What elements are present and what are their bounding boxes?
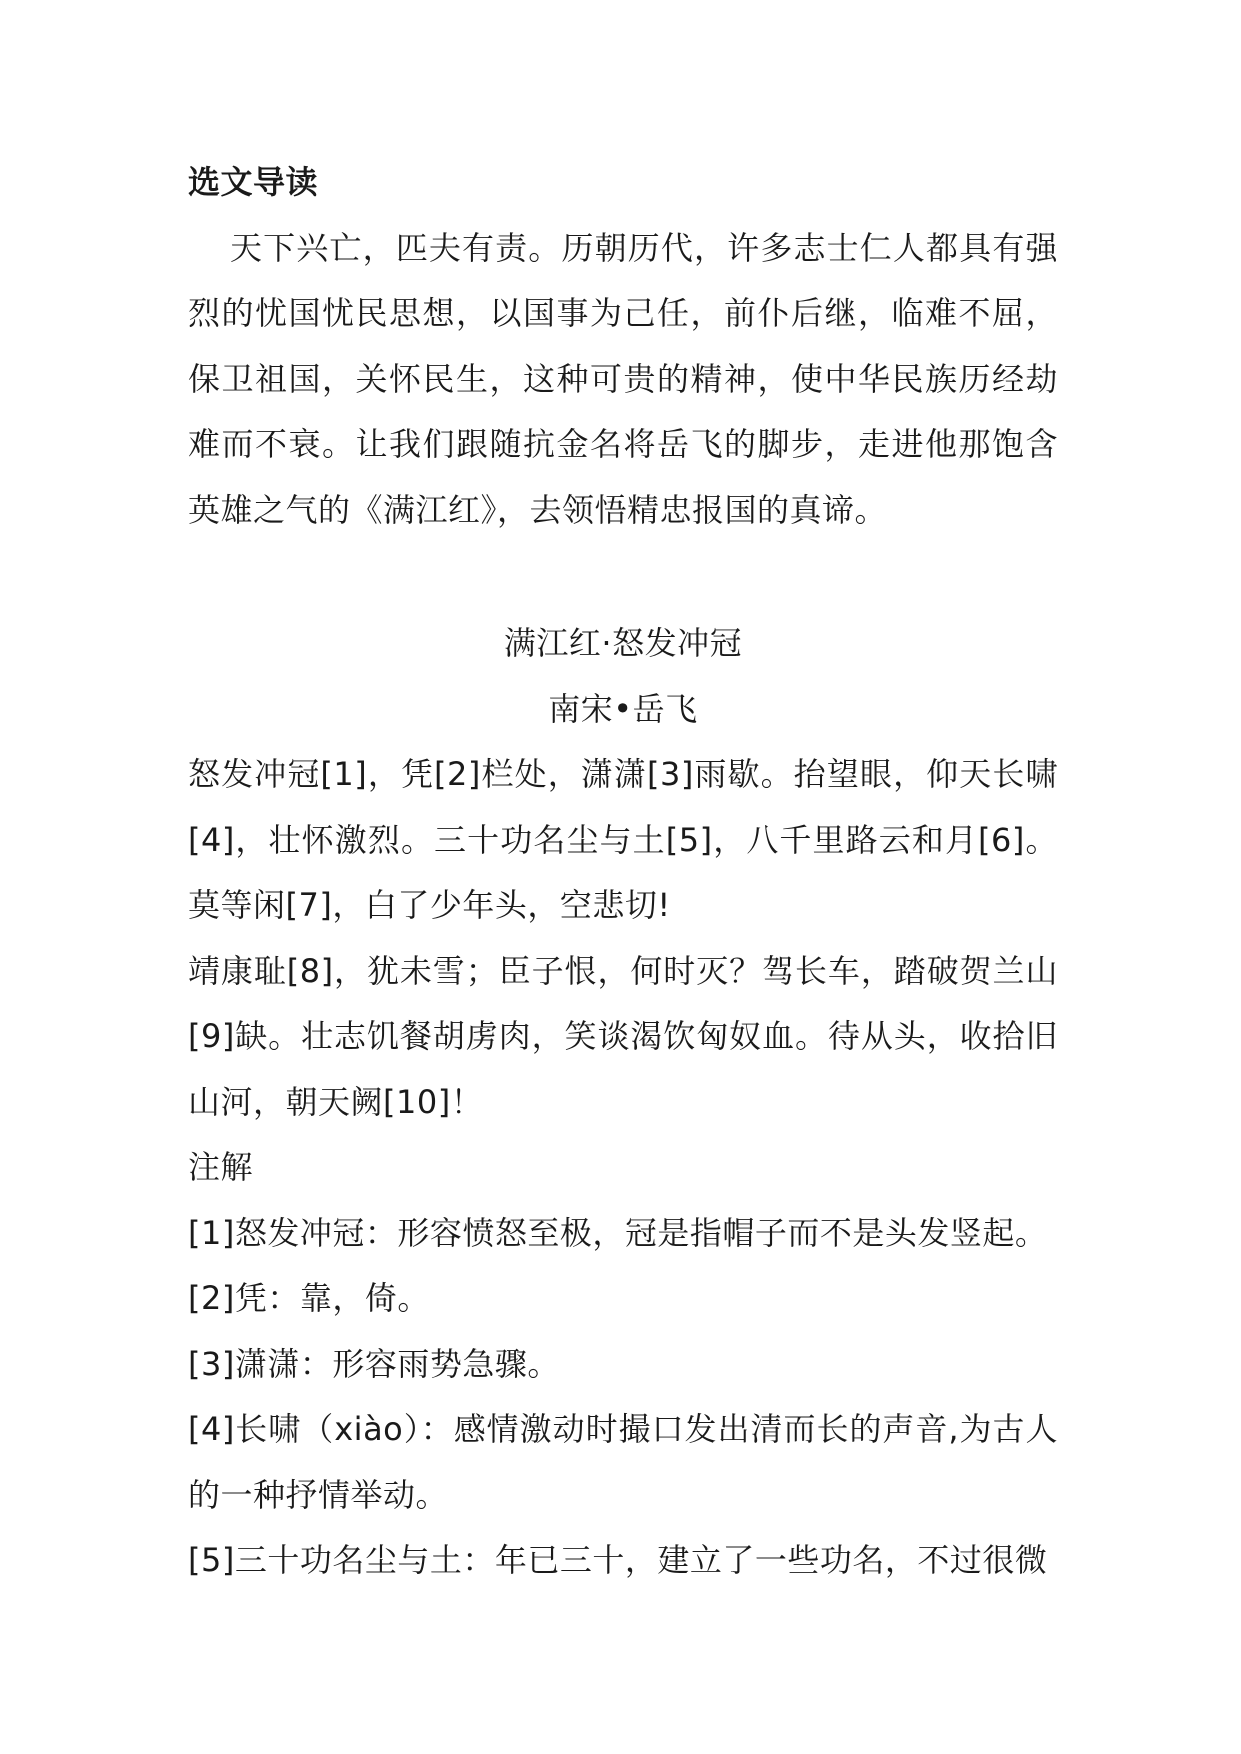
note-item: [5]三十功名尘与土：年已三十，建立了一些功名，不过很微 (188, 1541, 1048, 1579)
poem-title: 满江红·怒发冲冠 (503, 624, 743, 662)
note-item: [1]怒发冲冠：形容愤怒至极，冠是指帽子而不是头发竖起。 (188, 1213, 1048, 1252)
spacer (188, 543, 1058, 611)
notes-label: 注解 (188, 1148, 254, 1186)
poem-stanza-1: 怒发冲冠[1]，凭[2]栏处，潇潇[3]雨歇。抬望眼，仰天长啸[4]，壮怀激烈。三十功名尘与土[5]，八千里路云和月[6]。莫等闲[7]，白了少年头，空悲切! (188, 755, 1058, 924)
document-body (188, 150, 1058, 1594)
note-item: [3]潇潇：形容雨势急骤。 (188, 1344, 560, 1383)
poem-stanza-2: 靖康耻[8]，犹未雪；臣子恨，何时灭？驾长车，踏破贺兰山[9]缺。壮志饥餐胡虏肉，笑谈渴饮匈奴血。待从头，收拾旧山河，朝天阙[10]！ (188, 951, 1058, 1121)
section-heading: 选文导读 (188, 163, 319, 201)
note-item: [4]长啸（xiào）：感情激动时撮口发出清而长的声音,为古人的一种抒情举动。 (188, 1410, 1058, 1514)
note-item: [2]凭：靠，倚。 (188, 1279, 430, 1317)
poem-author: 南宋•岳飞 (548, 689, 698, 728)
intro-paragraph: 天下兴亡，匹夫有责。历朝历代，许多志士仁人都具有强烈的忧国忧民思想，以国事为己任，前仆后继，临难不屈，保卫祖国，关怀民生，这种可贵的精神，使中华民族历经劫难而不衰。让我们跟随抗金名将岳飞的脚步，走进他那饱含英雄之气的《满江红》，去领悟精忠报国的真谛。 (188, 228, 1058, 529)
